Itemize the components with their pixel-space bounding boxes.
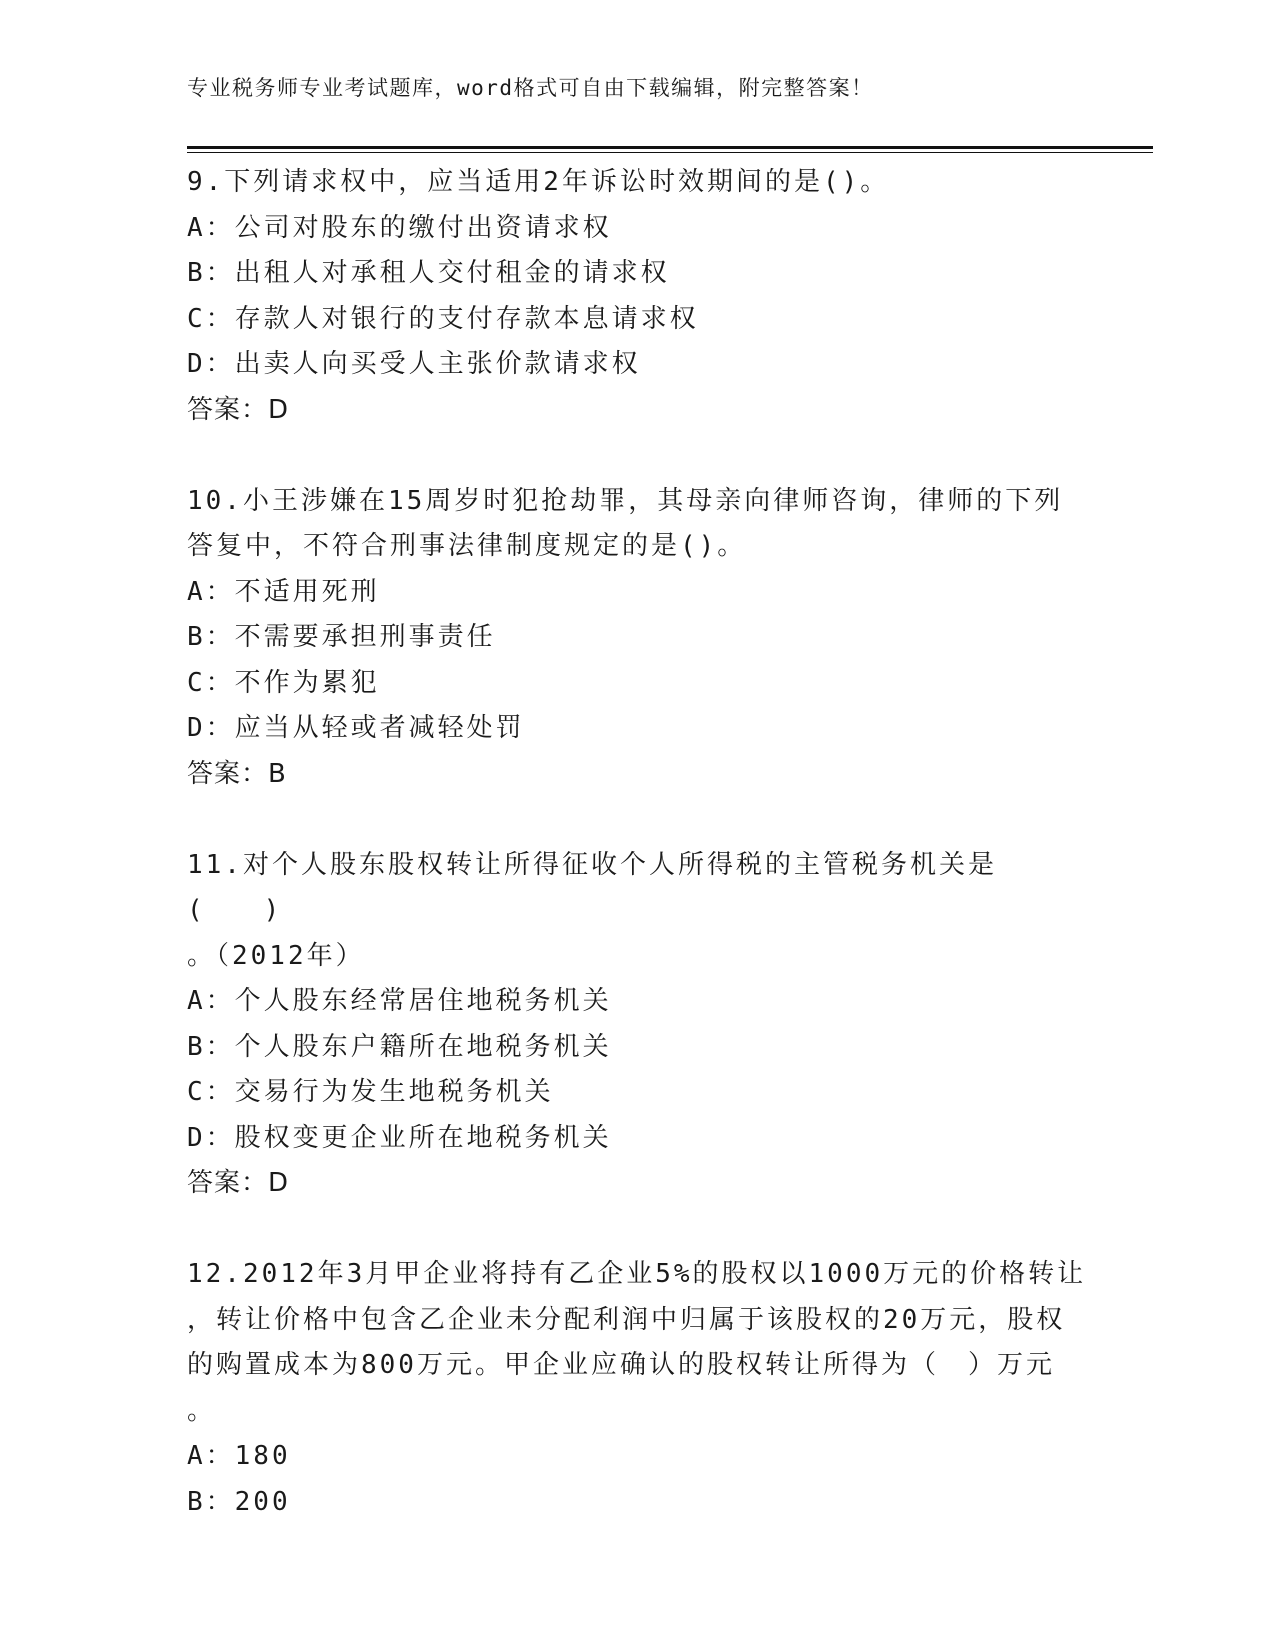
answer: 答案：D (187, 394, 290, 425)
answer: 答案：D (187, 1168, 290, 1198)
option-a: A：不适用死刑 (187, 576, 380, 607)
page-header: 专业税务师专业考试题库，word格式可自由下载编辑，附完整答案！ (187, 76, 874, 100)
question-12 (187, 1252, 1087, 1525)
option-c: C：交易行为发生地税务机关 (187, 1077, 554, 1107)
header-divider-thin (187, 152, 1153, 153)
option-b: B：200 (187, 1486, 291, 1517)
question-list (187, 160, 1087, 1525)
option-d: D：应当从轻或者减轻处罚 (187, 713, 525, 743)
option-a: A：公司对股东的缴付出资请求权 (187, 212, 612, 243)
question-9 (187, 160, 1087, 433)
option-d: D：出卖人向买受人主张价款请求权 (187, 349, 641, 379)
option-a: A：180 (187, 1441, 291, 1471)
question-text: 11.对个人股东股权转让所得征收个人所得税的主管税务机关是( ) (187, 849, 997, 925)
question-text: 。（2012年） (187, 940, 365, 971)
question-text: 10.小王涉嫌在15周岁时犯抢劫罪，其母亲向律师咨询，律师的下列 (187, 485, 1064, 516)
question-text: ，转让价格中包含乙企业未分配利润中归属于该股权的20万元，股权 (187, 1304, 1066, 1335)
question-text: 答复中，不符合刑事法律制度规定的是()。 (187, 531, 747, 561)
option-b: B：不需要承担刑事责任 (187, 622, 496, 652)
question-text: 的购置成本为800万元。甲企业应确认的股权转让所得为（ ）万元 (187, 1350, 1055, 1380)
question-text: 12.2012年3月甲企业将持有乙企业5%的股权以1000万元的价格转让 (187, 1259, 1087, 1289)
question-10 (187, 479, 1087, 798)
option-c: C：不作为累犯 (187, 667, 380, 698)
header-divider-thick (187, 146, 1153, 149)
question-text: 9.下列请求权中，应当适用2年诉讼时效期间的是()。 (187, 167, 890, 197)
answer: 答案：B (187, 758, 287, 789)
option-d: D：股权变更企业所在地税务机关 (187, 1122, 612, 1153)
question-11 (187, 843, 1087, 1207)
option-b: B：个人股东户籍所在地税务机关 (187, 1031, 612, 1062)
option-b: B：出租人对承租人交付租金的请求权 (187, 258, 670, 288)
option-c: C：存款人对银行的支付存款本息请求权 (187, 303, 699, 334)
question-text: 。 (187, 1395, 217, 1426)
option-a: A：个人股东经常居住地税务机关 (187, 986, 612, 1016)
